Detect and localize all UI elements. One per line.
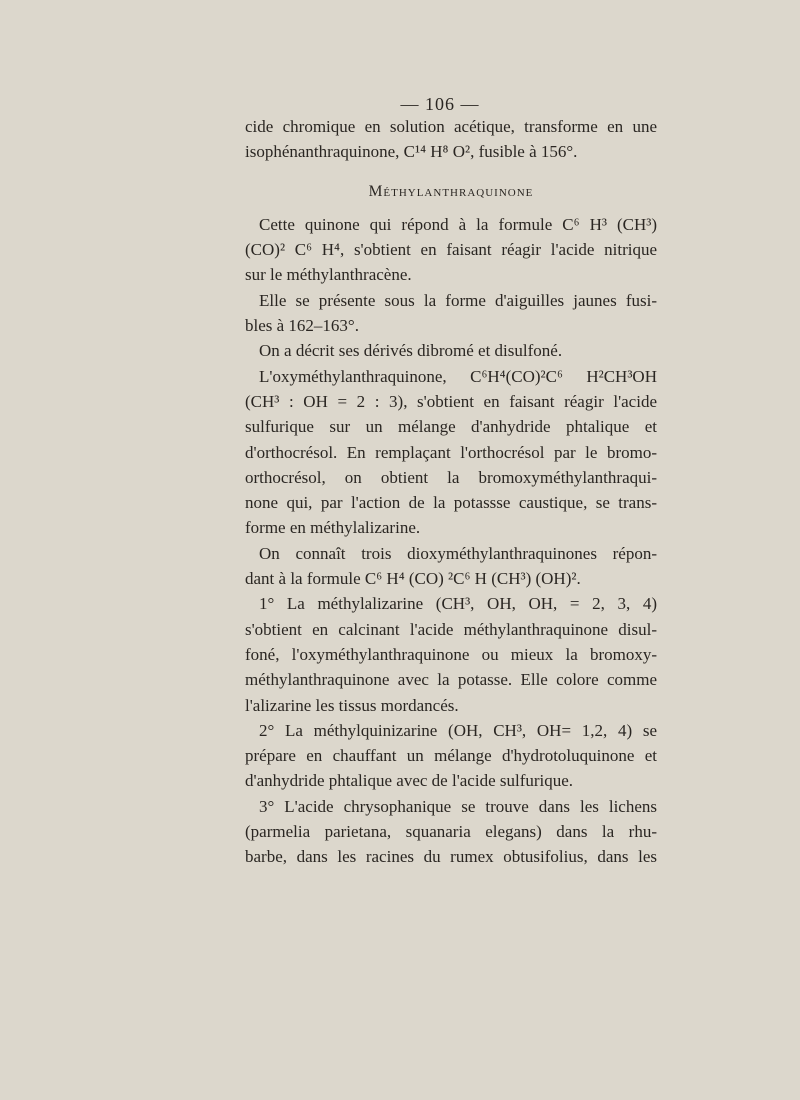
- text-line: isophénanthraquinone, C¹⁴ H⁸ O², fusible à 156°.: [245, 142, 578, 162]
- text-line: d'anhydride phtalique avec de l'acide sulfurique.: [245, 771, 574, 791]
- text-line: none qui, par l'action de la potassse caustique, se trans-: [245, 493, 657, 513]
- text-line: On connaît trois dioxyméthylanthraquinones répon-: [259, 543, 657, 563]
- text-line: (parmelia parietana, squanaria elegans) dans la rhu-: [245, 822, 657, 842]
- text-line: sulfurique sur un mélange d'anhydride phtalique et: [245, 417, 657, 437]
- text-line: forme en méthylalizarine.: [245, 518, 421, 538]
- text-line: sur le méthylanthracène.: [245, 265, 412, 285]
- text-line: Elle se présente sous la forme d'aiguilles jaunes fusi-: [259, 290, 657, 310]
- text-line: foné, l'oxyméthylanthraquinone ou mieux la bromoxy-: [245, 644, 657, 664]
- text-line: méthylanthraquinone avec la potasse. Elle colore comme: [245, 670, 657, 690]
- page-number: — 106 —: [400, 94, 480, 114]
- text-line: 3° L'acide chrysophanique se trouve dans les lichens: [259, 796, 657, 816]
- body-text: [245, 114, 657, 870]
- text-line: Cette quinone qui répond à la formule C⁶ H³ (CH³): [259, 214, 657, 234]
- text-line: barbe, dans les racines du rumex obtusifolius, dans les: [245, 847, 657, 867]
- text-line: L'oxyméthylanthraquinone, C⁶H⁴(CO)²C⁶ H²CH³OH: [259, 366, 657, 386]
- text-line: dant à la formule C⁶ H⁴ (CO) ²C⁶ H (CH³) (OH)².: [245, 569, 581, 589]
- text-line: s'obtient en calcinant l'acide méthylanthraquinone disul-: [245, 619, 657, 639]
- text-line: 1° La méthylalizarine (CH³, OH, OH, = 2, 3, 4): [259, 594, 657, 614]
- text-line: prépare en chauffant un mélange d'hydrotoluquinone et: [245, 746, 657, 766]
- text-line: orthocrésol, on obtient la bromoxyméthylanthraqui-: [245, 467, 657, 487]
- section-heading: Méthylanthraquinone: [368, 182, 534, 200]
- text-line: On a décrit ses dérivés dibromé et disulfoné.: [259, 341, 563, 361]
- text-line: (CO)² C⁶ H⁴, s'obtient en faisant réagir l'acide nitrique: [245, 240, 657, 260]
- text-line: 2° La méthylquinizarine (OH, CH³, OH= 1,2, 4) se: [259, 720, 657, 740]
- text-line: bles à 162–163°.: [245, 316, 359, 336]
- text-line: cide chromique en solution acétique, transforme en une: [245, 117, 657, 136]
- text-line: d'orthocrésol. En remplaçant l'orthocrésol par le bromo-: [245, 442, 657, 462]
- text-line: (CH³ : OH = 2 : 3), s'obtient en faisant réagir l'acide: [245, 391, 657, 411]
- text-line: l'alizarine les tissus mordancés.: [245, 695, 459, 715]
